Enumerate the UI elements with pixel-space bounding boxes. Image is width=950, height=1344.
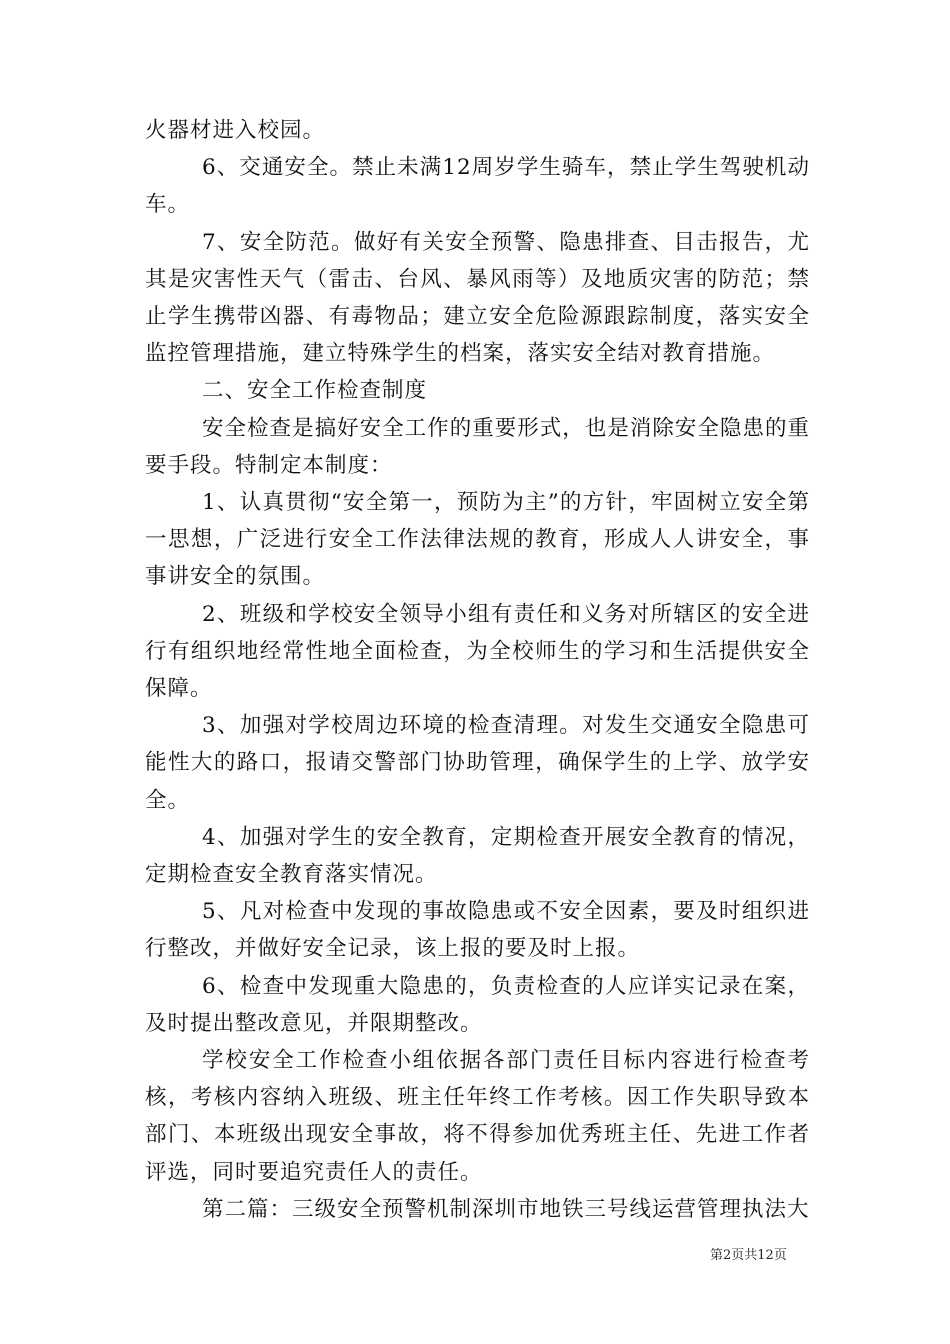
paragraph: 学校安全工作检查小组依据各部门责任目标内容进行检查考核，考核内容纳入班级、班主任年终工作考核。因工作失职导致本部门、本班级出现安全事故，将不得参加优秀班主任、先进工作者评选，同时要追究责任人的责任。 xyxy=(145,1048,810,1185)
paragraph: 安全检查是搞好安全工作的重要形式，也是消除安全隐患的重要手段。特制定本制度： xyxy=(145,415,810,478)
paragraph: 1、认真贯彻“安全第一，预防为主”的方针，牢固树立安全第一思想，广泛进行安全工作法律法规的教育，形成人人讲安全，事事讲安全的氛围。 xyxy=(145,490,810,590)
paragraph: 3、加强对学校周边环境的检查清理。对发生交通安全隐患可能性大的路口，报请交警部门协助管理，确保学生的上学、放学安全。 xyxy=(145,713,810,813)
page-number-footer: 第2页共12页 xyxy=(710,1248,787,1263)
paragraph: 6、交通安全。禁止未满12周岁学生骑车，禁止学生驾驶机动车。 xyxy=(145,155,810,218)
section-heading: 二、安全工作检查制度 xyxy=(202,378,428,404)
paragraph: 2、班级和学校安全领导小组有责任和义务对所辖区的安全进行有组织地经常性地全面检查，为全校师生的学习和生活提供安全保障。 xyxy=(145,601,810,702)
paragraph: 7、安全防范。做好有关安全预警、隐患排查、目击报告，尤其是灾害性天气（雷击、台风、暴风雨等）及地质灾害的防范；禁止学生携带凶器、有毒物品；建立安全危险源跟踪制度，落实安全监控管理措施，建立特殊学生的档案，落实安全结对教育措施。 xyxy=(145,229,810,367)
paragraph: 6、检查中发现重大隐患的，负责检查的人应详实记录在案，及时提出整改意见，并限期整改。 xyxy=(145,973,810,1036)
paragraph: 4、加强对学生的安全教育，定期检查开展安全教育的情况，定期检查安全教育落实情况。 xyxy=(145,824,810,888)
next-chapter-heading: 第二篇：三级安全预警机制深圳市地铁三号线运营管理执法大 xyxy=(202,1196,810,1222)
document-body xyxy=(145,112,810,1228)
paragraph: 5、凡对检查中发现的事故隐患或不安全因素，要及时组织进行整改，并做好安全记录，该上报的要及时上报。 xyxy=(145,899,810,962)
paragraph: 火器材进入校园。 xyxy=(145,118,326,143)
